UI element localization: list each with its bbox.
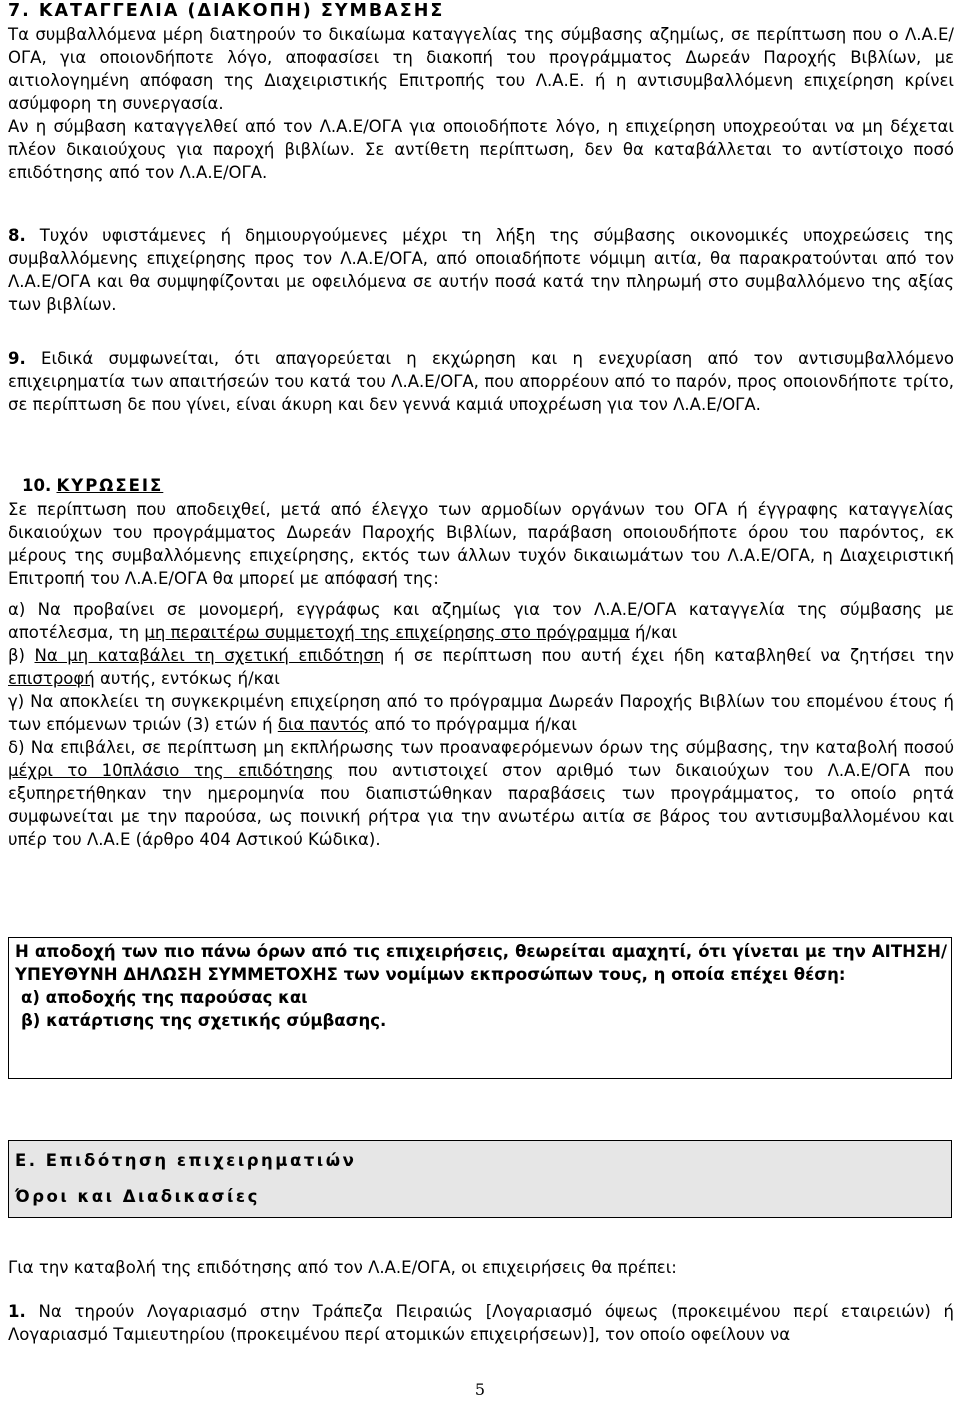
section-8-number: 8. — [8, 226, 26, 245]
section-10-title: ΚΥΡΩΣΕΙΣ — [56, 476, 164, 495]
acceptance-text: Η αποδοχή των πιο πάνω όρων από τις επιχειρήσεις, θεωρείται αμαχητί, ότι γίνεται με την ΑΙΤΗΣΗ/ΥΠΕΥΘΥΝΗ ΔΗΛΩΣΗ ΣΥΜΜΕΤΟΧΗΣ των νομίμων εκπροσώπων τους, η οποία επέχει θέση: — [15, 942, 947, 984]
page-number: 5 — [474, 1380, 486, 1399]
section-7-paragraph-2: Αν η σύμβαση καταγγελθεί από τον Λ.Α.Ε/ΟΓΑ για οποιοδήποτε λόγο, η επιχείρηση υποχρεούται να μη δέχεται πλέον δικαιούχους για παροχή βιβλίων. Σε αντίθετη περίπτωση, δεν θα καταβάλλεται το αντίστοιχο ποσό επιδότησης από τον Λ.Α.Ε/ΟΓΑ. — [8, 117, 954, 182]
section-e-intro-text: Για την καταβολή της επιδότησης από τον Λ.Α.Ε/ΟΓΑ, οι επιχειρήσεις θα πρέπει: — [8, 1258, 677, 1277]
sanction-a: α) Να προβαίνει σε μονομερή, εγγράφως και αζημίως για τον Λ.Α.Ε/ΟΓΑ καταγγελία της σύμβασης με αποτέλεσμα, τη μη περαιτέρω συμμετοχή της επιχείρησης στο πρόγραμμα ή/και — [8, 600, 954, 642]
section-e-heading-box — [8, 1140, 952, 1218]
section-9-number: 9. — [8, 349, 26, 368]
acceptance-box — [8, 937, 952, 1079]
section-7-heading: 7. ΚΑΤΑΓΓΕΛΙΑ (ΔΙΑΚΟΠΗ) ΣΥΜΒΑΣΗΣ — [8, 1, 445, 21]
section-8-text: Τυχόν υφιστάμενες ή δημιουργούμενες μέχρι τη λήξη της σύμβασης οικονομικές υποχρεώσεις της συμβαλλόμενης επιχείρησης προς τον Λ.Α.Ε/ΟΓΑ, από οποιαδήποτε νόμιμη αιτία, θα παρακρατούνται από τον Λ.Α.Ε/ΟΓΑ και θα συμψηφίζονται με οφειλόμενα σε αυτήν ποσά κατά την πληρωμή στο συμβαλλόμενο της αξίας των βιβλίων. — [8, 226, 954, 314]
section-10 — [8, 474, 954, 851]
sanction-d: δ) Να επιβάλει, σε περίπτωση μη εκπλήρωσης των προαναφερόμενων όρων της σύμβασης, την καταβολή ποσού μέχρι το 10πλάσιο της επιδότησης που αντιστοιχεί στον αριθμό των δικαιούχων του Λ.Α.Ε/ΟΓΑ που εξυπηρετήθηκαν την ημερομηνία που διαπιστώθηκαν παραβάσεις των προγράμματος, το οποίο ρητά συμφωνείται με την παρούσα, ως ποινική ρήτρα για την ανωτέρω αιτία σε βάρος του αντισυμβαλλομένου και υπέρ του Λ.Α.Ε (άρθρο 404 Αστικού Κώδικα). — [8, 738, 954, 849]
section-7-paragraph-1: Τα συμβαλλόμενα μέρη διατηρούν το δικαίωμα καταγγελίας της σύμβασης αζημίως, σε περίπτωση που ο Λ.Α.Ε/ΟΓΑ, για οποιονδήποτε λόγο, αποφασίσει τη διακοπή του προγράμματος Δωρεάν Παροχής Βιβλίων, με αιτιολογημένη απόφαση της Διαχειριστικής Επιτροπής του Λ.Α.Ε. ή η αντισυμβαλλόμενη επιχείρηση κρίνει ασύμφορη τη συνεργασία. — [8, 25, 954, 113]
section-e-item-1 — [8, 1300, 954, 1346]
section-8 — [8, 224, 954, 316]
section-7 — [8, 0, 954, 184]
item-1-text: Να τηρούν Λογαριασμό στην Τράπεζα Πειραιώς [Λογαριασμό όψεως (προκειμένου περί εταιρειών) ή Λογαριασμό Ταμιευτηρίου (προκειμένου περί ατομικών επιχειρήσεων)], τον οποίο οφείλουν να — [8, 1302, 954, 1344]
section-9 — [8, 347, 954, 416]
section-e-intro — [8, 1256, 954, 1279]
acceptance-item-b: β) κατάρτισης της σχετικής σύμβασης. — [21, 1011, 387, 1030]
item-1-number: 1. — [8, 1302, 26, 1321]
section-10-number: 10. — [22, 476, 52, 495]
section-e-title: Ε. Επιδότηση επιχειρηματιών — [15, 1151, 357, 1170]
sanction-g: γ) Να αποκλείει τη συγκεκριμένη επιχείρηση από το πρόγραμμα Δωρεάν Παροχής Βιβλίων του επομένου έτους ή των επόμενων τριών (3) ετών ή δια παντός από το πρόγραμμα ή/και — [8, 692, 954, 734]
acceptance-item-a: α) αποδοχής της παρούσας και — [21, 988, 308, 1007]
section-10-intro: Σε περίπτωση που αποδειχθεί, μετά από έλεγχο των αρμοδίων οργάνων του ΟΓΑ ή έγγραφης καταγγελίας δικαιούχων του προγράμματος Δωρεάν Παροχής Βιβλίων, παράβαση οποιουδήποτε όρου του παρόντος, εκ μέρους της συμβαλλόμενης επιχείρησης, εκτός των άλλων τυχόν δικαιωμάτων του Λ.Α.Ε/ΟΓΑ, η Διαχειριστική Επιτροπή του Λ.Α.Ε/ΟΓΑ θα μπορεί με απόφασή της: — [8, 500, 954, 588]
section-e-subtitle: Όροι και Διαδικασίες — [15, 1187, 260, 1206]
section-9-text: Ειδικά συμφωνείται, ότι απαγορεύεται η εκχώρηση και η ενεχυρίαση από τον αντισυμβαλλόμενο επιχειρηματία των απαιτήσεών του κατά του Λ.Α.Ε/ΟΓΑ, που απορρέουν από το παρόν, προς οποιονδήποτε τρίτο, σε περίπτωση δε που γίνει, είναι άκυρη και δεν γεννά καμιά υποχρέωση για τον Λ.Α.Ε/ΟΓΑ. — [8, 349, 954, 414]
sanction-b: β) Να μη καταβάλει τη σχετική επιδότηση ή σε περίπτωση που αυτή έχει ήδη καταβληθεί να ζητήσει την επιστροφή αυτής, εντόκως ή/και — [8, 646, 955, 688]
